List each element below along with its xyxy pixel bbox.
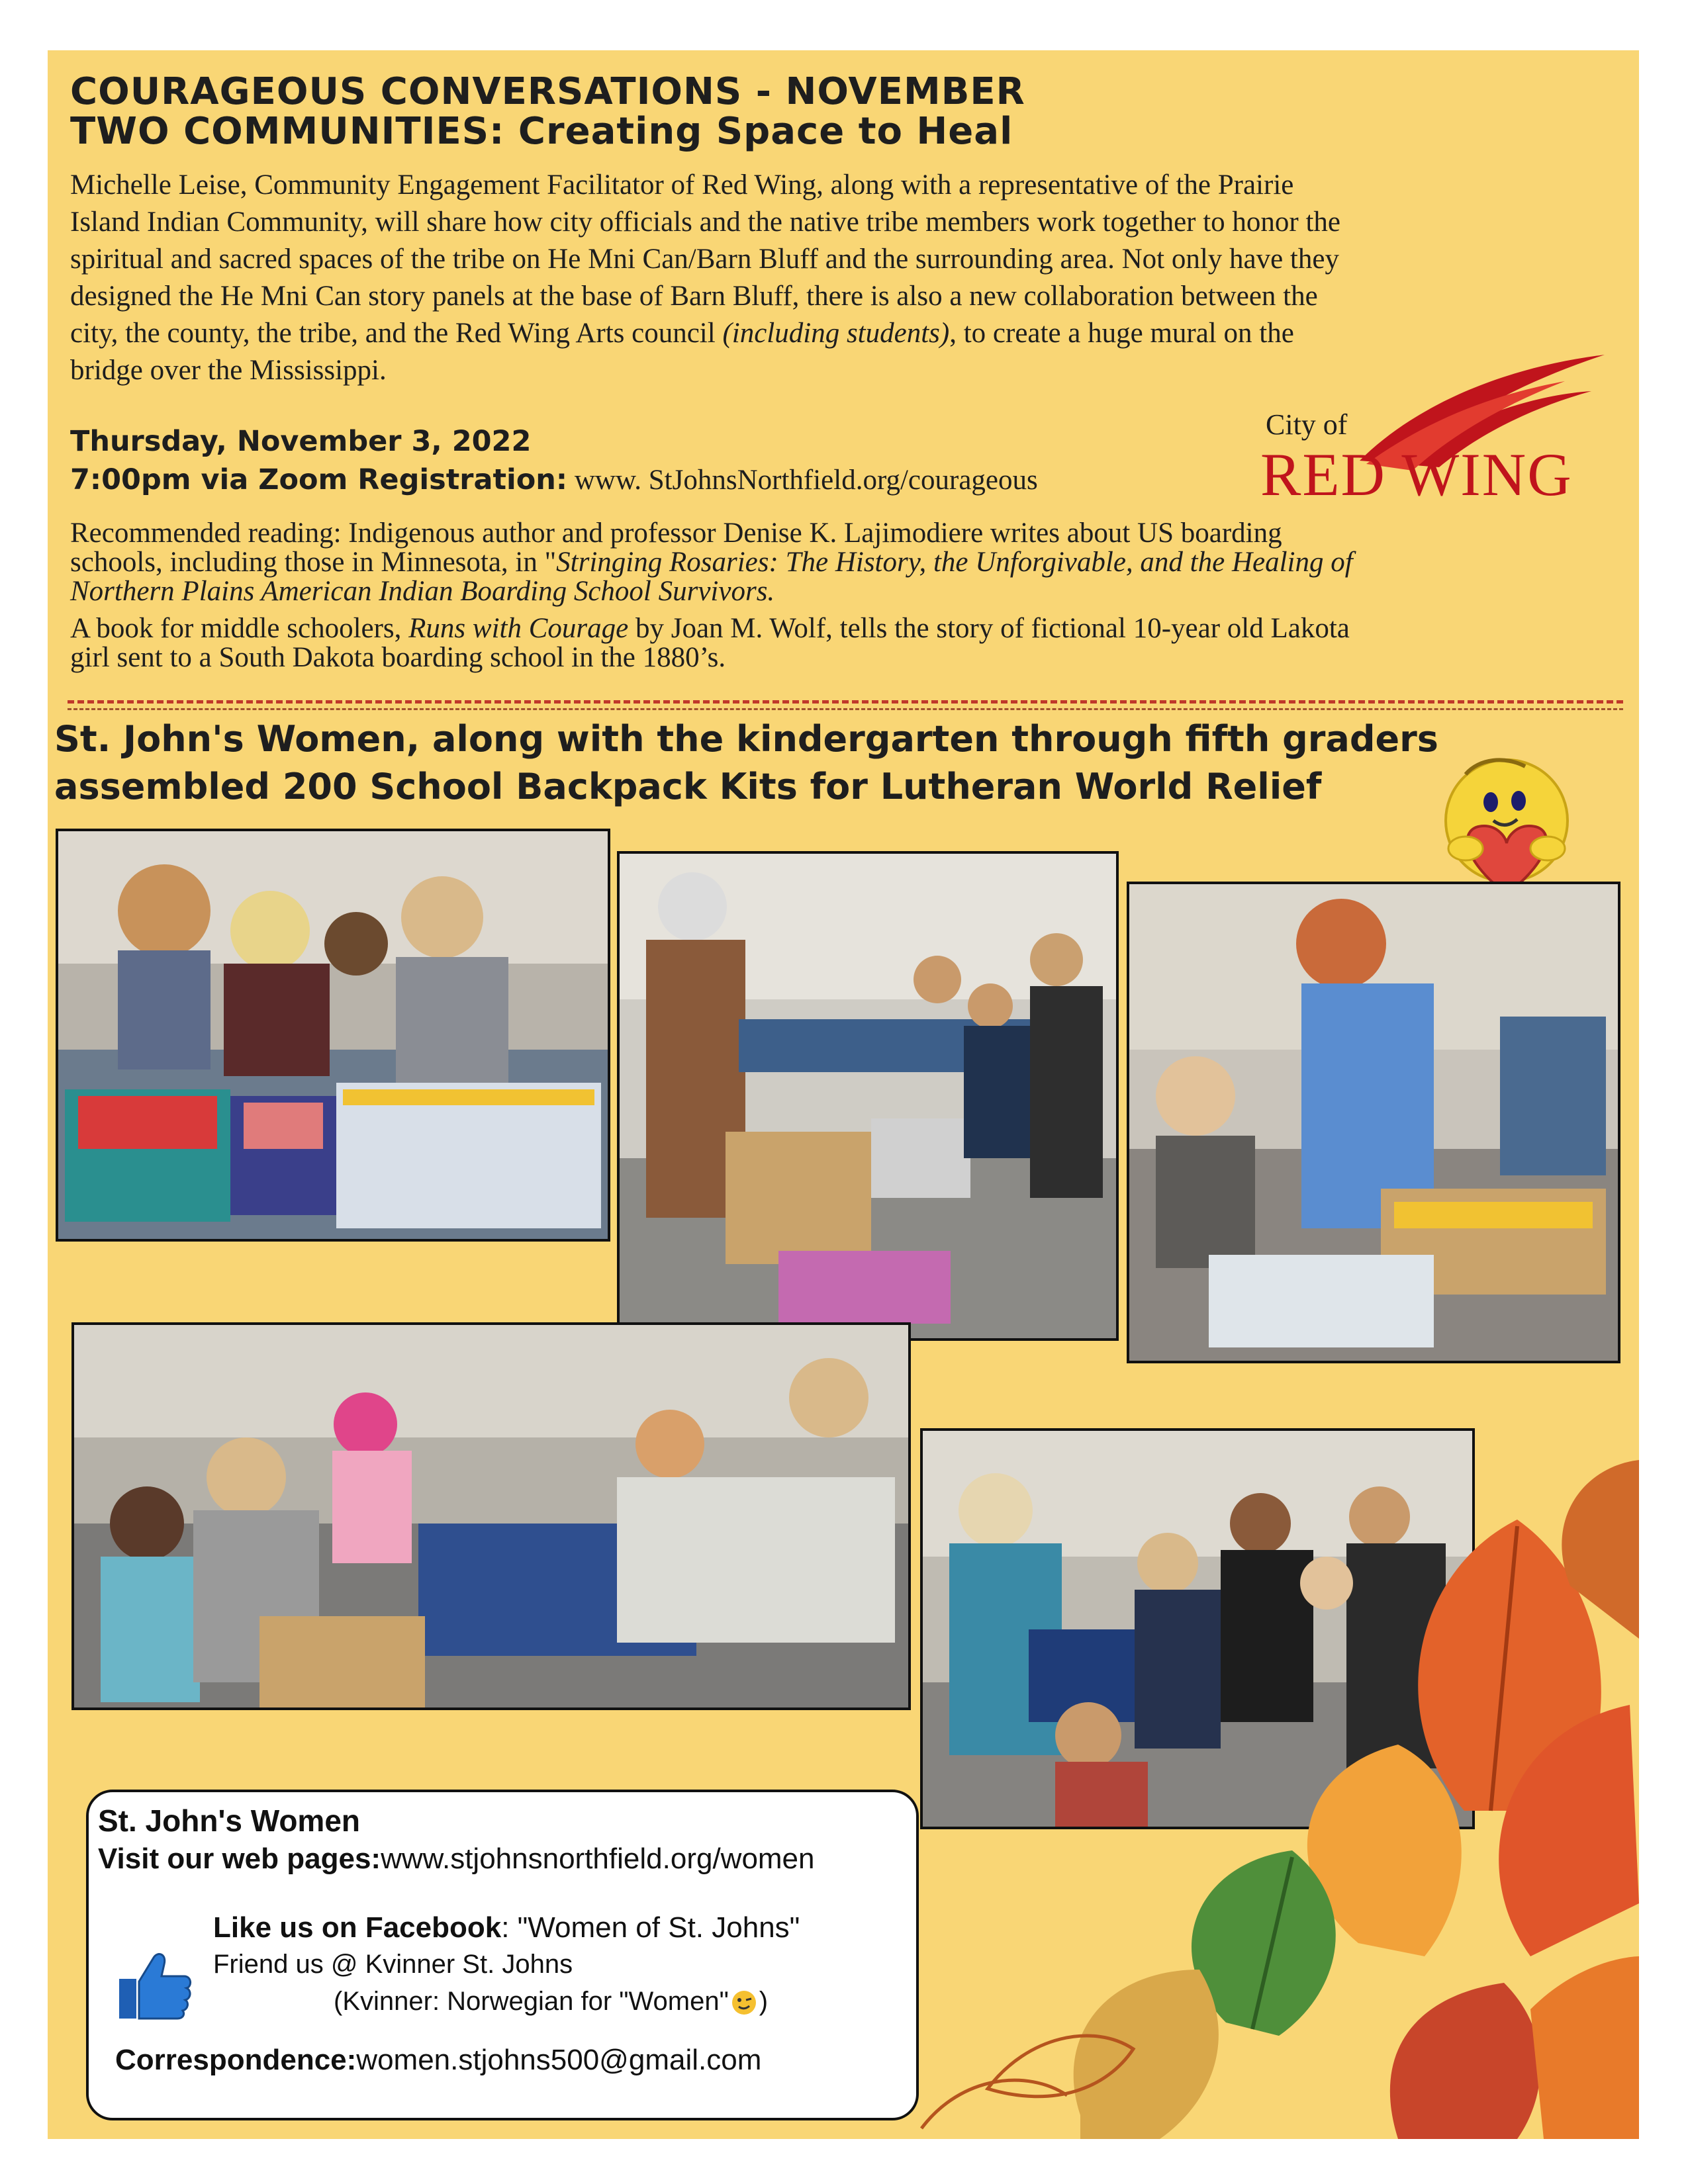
correspondence-line: Correspondence:women.stjohns500@gmail.com	[115, 2044, 762, 2076]
registration-link[interactable]: www. StJohnsNorthfield.org/courageous	[567, 465, 1038, 496]
intro-line: Island Indian Community, will share how city officials and the native tribe members work together to honor the	[70, 206, 1341, 238]
women-web-link[interactable]: www.stjohnsnorthfield.org/women	[381, 1843, 815, 1875]
section-divider-secondary	[68, 708, 1623, 710]
photo-kids-baskets	[56, 829, 610, 1242]
intro-line: spiritual and sacred spaces of the tribe on He Mni Can/Barn Bluff and the surrounding area. Not only have they	[70, 244, 1339, 275]
infobox-title: St. John's Women	[98, 1803, 361, 1838]
facebook-line: Like us on Facebook: "Women of St. Johns"	[213, 1911, 800, 1944]
st-johns-women-infobox	[86, 1790, 919, 2120]
thumbs-up-icon	[115, 1944, 195, 2024]
winking-emoji-icon	[729, 1989, 759, 2016]
backpack-heading-line1: St. John's Women, along with the kindergarten through fifth graders	[54, 718, 1438, 760]
headline-two-communities: TWO COMMUNITIES: Creating Space to Heal	[70, 110, 1013, 153]
photo-backpacks-table	[71, 1322, 911, 1710]
photo-smiling-boy	[1127, 882, 1620, 1363]
recommended-reading: Recommended reading: Indigenous author and professor Denise K. Lajimodiere writes about US boarding schools, including those in Minnesota, in "Stringing Rosaries: The History, the Unforgivable, and the Healing of Northern Plains American Indian Boarding School Survivors. A book for middle schoolers, Runs with Courage by Joan M. Wolf, tells the story of fictional 10-year old Lakota girl sent to a South Dakota boarding school in the 1880’s.	[70, 518, 1353, 673]
flyer-page	[48, 50, 1639, 2139]
kvinner-note: (Kvinner: Norwegian for "Women" )	[334, 1987, 769, 2016]
section-divider	[68, 700, 1623, 704]
correspondence-email-link[interactable]: women.stjohns500@gmail.com	[356, 2044, 762, 2076]
intro-line: city, the county, the tribe, and the Red Wing Arts council (including students), to create a huge mural on the	[70, 318, 1294, 349]
headline-courageous-conversations: COURAGEOUS CONVERSATIONS - NOVEMBER	[70, 70, 1025, 113]
photo-woman-boxes	[617, 851, 1119, 1341]
logo-city-of: City of	[1266, 408, 1348, 441]
logo-red-wing-text: RED WING	[1260, 441, 1573, 508]
intro-line: designed the He Mni Can story panels at the base of Barn Bluff, there is also a new collaboration between the	[70, 281, 1318, 312]
intro-line: bridge over the Mississippi.	[70, 355, 387, 386]
red-wing-logo	[1260, 328, 1631, 514]
facebook-link[interactable]: Like us on Facebook	[213, 1911, 502, 1944]
autumn-leaves	[882, 1440, 1639, 2139]
friend-us-line: Friend us @ Kvinner St. Johns	[213, 1950, 573, 1979]
intro-line: Michelle Leise, Community Engagement Facilitator of Red Wing, along with a representative of the Prairie	[70, 169, 1294, 201]
backpack-heading-line2: assembled 200 School Backpack Kits for Lutheran World Relief	[54, 766, 1322, 807]
event-date: Thursday, November 3, 2022	[70, 425, 532, 458]
infobox-web: Visit our web pages:www.stjohnsnorthfield.org/women	[98, 1843, 815, 1875]
event-registration: 7:00pm via Zoom Registration: www. StJohnsNorthfield.org/courageous	[70, 463, 1038, 496]
